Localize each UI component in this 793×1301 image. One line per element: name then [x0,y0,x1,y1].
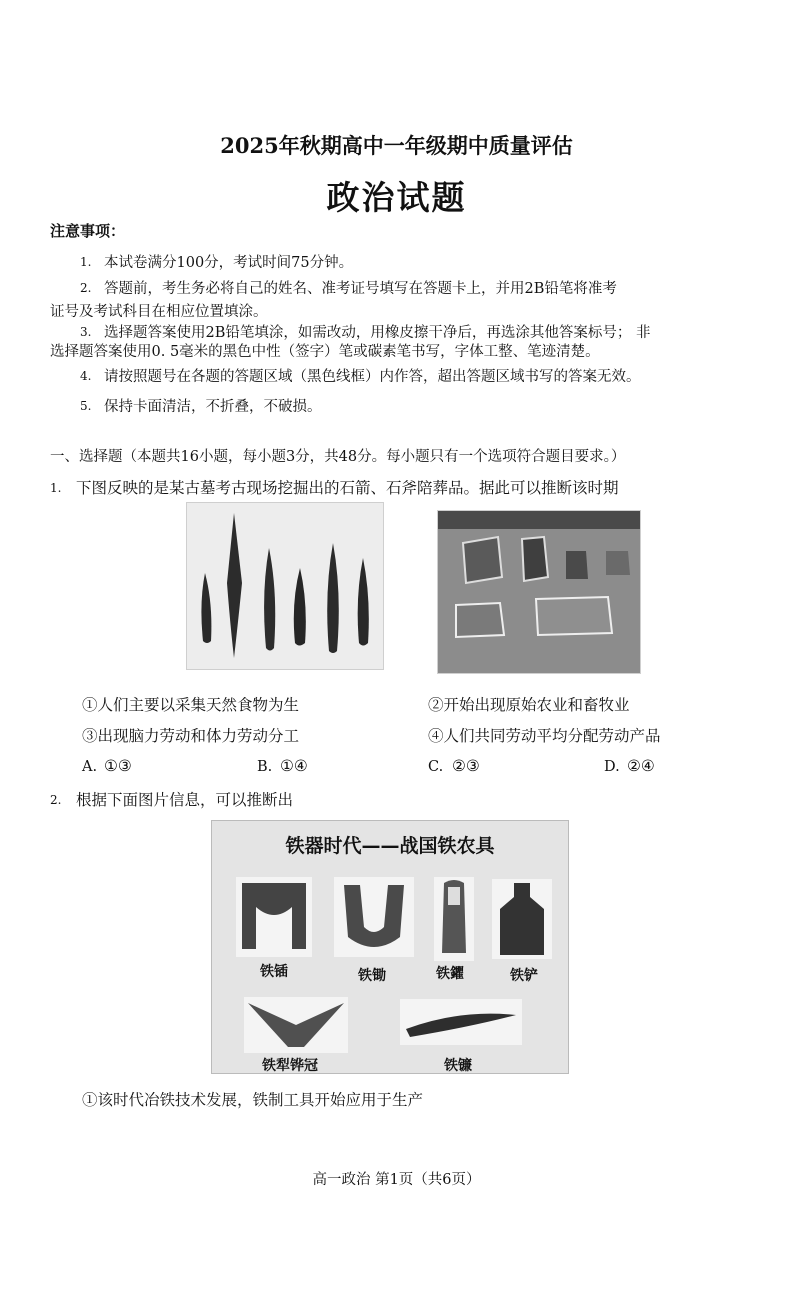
tool-label-1: 铁锸 [260,964,288,980]
notice-item-2-continued: 证号及考试科目在相应位置填涂。 [50,304,268,320]
q1-option-a: ①③ [104,757,132,775]
stone-axes-photo [437,510,641,674]
notice-item-4-number: 4. [80,369,92,383]
tool-label-3: 铁鑺 [436,966,464,982]
notice-item-5-number: 5. [80,399,92,413]
iron-sickle-image [400,999,522,1045]
q1-statement-1: ①人们主要以采集天然食物为生 [82,696,300,714]
tool-label-4: 铁铲 [510,968,538,984]
q1-option-c-letter: C. [428,759,444,775]
iron-plowshare-image [244,997,348,1053]
q1-option-a-letter: A. [82,759,98,775]
notice-item-1-number: 1. [80,255,92,269]
q2-number: 2. [50,793,62,807]
exam-title: 2025年秋期高中一年级期中质量评估 [220,133,573,158]
q2-statement-1: ①该时代冶铁技术发展，铁制工具开始应用于生产 [82,1091,424,1109]
notice-heading: 注意事项： [50,222,126,240]
q1-statement-3: ③出现脑力劳动和体力劳动分工 [82,727,300,745]
notice-item-2: 答题前，考生务必将自己的姓名、准考证号填写在答题卡上，并用2B铅笔将准考 [104,281,617,297]
notice-item-3-continued: 选择题答案使用0. 5毫米的黑色中性（签字）笔或碳素笔书写，字体工整、笔迹清楚。 [50,344,600,360]
notice-item-3-number: 3. [80,325,92,339]
page-footer: 高一政治 第1页（共6页） [312,1172,481,1188]
iron-pick-image [434,877,474,961]
notice-item-2-number: 2. [80,281,92,295]
q1-statement-4: ④人们共同劳动平均分配劳动产品 [428,727,661,745]
figure-title: 铁器时代——战国铁农具 [285,835,495,857]
q1-option-c: ②③ [452,757,480,775]
q2-stem: 根据下面图片信息，可以推断出 [76,791,294,809]
q1-number: 1. [50,481,62,495]
q1-statement-2: ②开始出现原始农业和畜牧业 [428,696,630,714]
iron-shovel-image [492,879,552,959]
subject-title: 政治试题 [326,178,467,217]
notice-item-4: 请按照题号在各题的答题区域（黑色线框）内作答，超出答题区域书写的答案无效。 [104,369,641,385]
q1-option-d: ②④ [627,757,655,775]
iron-tools-figure [211,820,569,1074]
notice-item-5: 保持卡面清洁，不折叠，不破损。 [104,399,322,415]
notice-item-1: 本试卷满分100分，考试时间75分钟。 [104,255,354,271]
tool-label-5: 铁犁铧冠 [262,1058,318,1074]
stone-arrowheads-photo [186,502,384,670]
q1-option-b: ①④ [280,757,308,775]
section-heading: 一、选择题（本题共16小题，每小题3分，共48分。每小题只有一个选项符合题目要求。） [50,449,626,465]
notice-item-3: 选择题答案使用2B铅笔填涂，如需改动，用橡皮擦干净后，再选涂其他答案标号； 非 [104,325,651,341]
tool-label-2: 铁锄 [358,968,386,984]
tool-label-6: 铁镰 [444,1058,472,1074]
iron-hoe-image [334,877,414,957]
q1-option-b-letter: B. [257,759,273,775]
iron-spade-image [236,877,312,957]
q1-stem: 下图反映的是某古墓考古现场挖掘出的石箭、石斧陪葬品。据此可以推断该时期 [76,479,619,497]
q1-option-d-letter: D. [604,759,620,775]
